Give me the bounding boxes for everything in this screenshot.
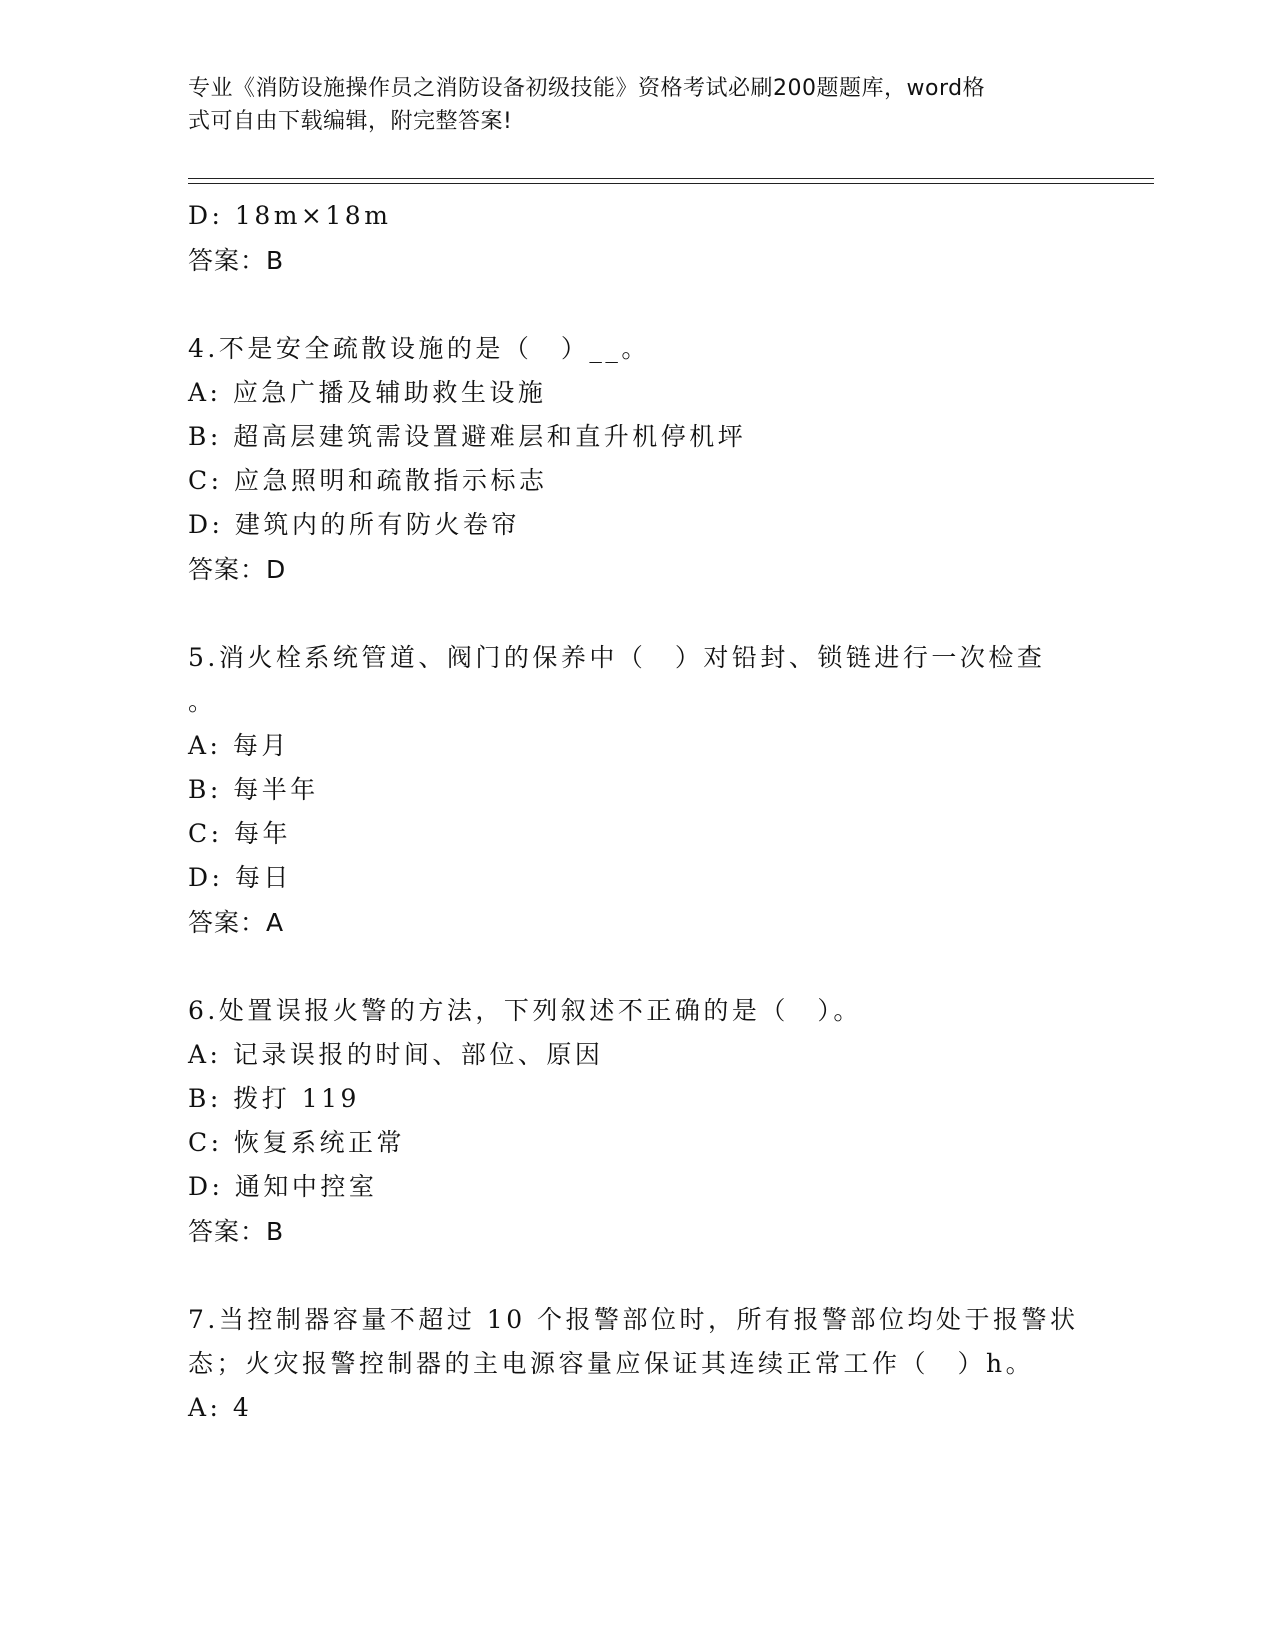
option-d: D: 建筑内的所有防火卷帘 [188, 510, 520, 539]
document-header [188, 72, 1068, 138]
option-c: C: 恢复系统正常 [188, 1128, 405, 1157]
question-7 [188, 1298, 1088, 1430]
spacer [188, 593, 1088, 636]
header-divider-top [188, 178, 1154, 179]
option-b: B: 拨打 119 [188, 1084, 360, 1113]
spacer [188, 1255, 1088, 1298]
option-b: B: 每半年 [188, 775, 319, 804]
option-a: A: 记录误报的时间、部位、原因 [188, 1040, 604, 1069]
option-a: A: 每月 [188, 731, 290, 760]
header-divider-bottom [188, 183, 1154, 184]
document-body [188, 194, 1088, 1430]
option-d: D: 通知中控室 [188, 1172, 378, 1201]
question-stem-continuation: 态；火灾报警控制器的主电源容量应保证其连续正常工作（ ）h。 [188, 1349, 1035, 1378]
question-fragment [188, 194, 1088, 284]
question-stem: 4.不是安全疏散设施的是（ ）__。 [188, 334, 650, 363]
answer-line: 答案：A [188, 908, 285, 937]
option-d: D: 每日 [188, 863, 292, 892]
option-c: C: 每年 [188, 819, 291, 848]
question-4 [188, 327, 1088, 593]
question-stem-continuation: 。 [188, 687, 214, 716]
question-stem: 6.处置误报火警的方法，下列叙述不正确的是（ ）。 [188, 996, 862, 1025]
answer-line: 答案：B [188, 246, 285, 275]
option-d: D: 18m×18m [188, 201, 392, 230]
option-b: B: 超高层建筑需设置避难层和直升机停机坪 [188, 422, 747, 451]
header-line-2: 式可自由下载编辑，附完整答案! [188, 109, 513, 134]
option-c: C: 应急照明和疏散指示标志 [188, 466, 548, 495]
question-stem: 7.当控制器容量不超过 10 个报警部位时，所有报警部位均处于报警状 [188, 1305, 1079, 1334]
option-a: A: 4 [188, 1393, 253, 1422]
spacer [188, 284, 1088, 327]
answer-line: 答案：D [188, 555, 287, 584]
question-6 [188, 989, 1088, 1255]
option-a: A: 应急广播及辅助救生设施 [188, 378, 547, 407]
spacer [188, 946, 1088, 989]
answer-line: 答案：B [188, 1217, 285, 1246]
question-stem: 5.消火栓系统管道、阀门的保养中（ ）对铅封、锁链进行一次检查 [188, 643, 1046, 672]
question-5 [188, 636, 1088, 946]
header-line-1: 专业《消防设施操作员之消防设备初级技能》资格考试必刷200题题库，word格 [188, 76, 986, 101]
